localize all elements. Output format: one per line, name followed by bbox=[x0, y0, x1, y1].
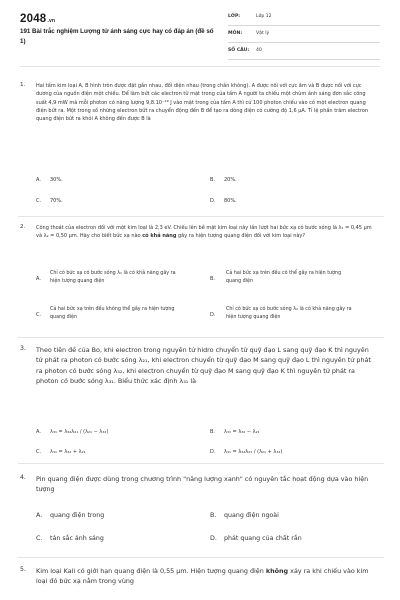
option-c[interactable]: C. λ₃₁ = λ₃₂ + λ₂₁ bbox=[36, 449, 86, 455]
meta-row-count bbox=[228, 46, 380, 60]
question-5 bbox=[20, 566, 385, 596]
emphasis-text: không bbox=[265, 567, 289, 575]
meta-value: Lớp 12 bbox=[256, 14, 272, 19]
document-title: 191 Bài trắc nghiệm Lượng tử ánh sáng cực hay có đáp án (đề số 1) bbox=[20, 28, 214, 45]
option-d[interactable]: D. 80%. bbox=[210, 198, 237, 204]
question-3 bbox=[20, 345, 385, 460]
header-divider bbox=[20, 66, 380, 67]
option-a[interactable]: A. λ₃₁ = λ₃₂λ₂₁ / (λ₂₁ − λ₃₂) bbox=[36, 429, 109, 435]
question-text: Pin quang điện được dùng trong chương trình "năng lượng xanh" có nguyên tắc hoạt động dựa vào hiện tượng bbox=[36, 475, 369, 494]
option-a[interactable]: A. 30%. bbox=[36, 177, 63, 183]
meta-value: Vật lý bbox=[256, 31, 270, 36]
meta-value: 40 bbox=[256, 48, 262, 53]
question-number: 4. bbox=[20, 474, 26, 481]
emphasis-text: có khả năng bbox=[142, 233, 177, 240]
meta-key: MÔN: bbox=[228, 31, 243, 36]
logo-suffix: .vn bbox=[47, 18, 56, 24]
option-d[interactable]: D. λ₃₁ = λ₃₂λ₂₁ / (λ₂₁ + λ₃₂) bbox=[210, 449, 283, 455]
option-b[interactable]: B. λ₃₁ = λ₃₂ − λ₂₁ bbox=[210, 429, 260, 435]
question-text: Công thoát của electron đối với một kim loại là 2,3 eV. Chiếu lên bề mặt kim loại này lần lượt hai bức xạ có bước sóng là λ₁ = 0,45 μm và λ₂ = 0,50 μm. Hãy cho biết bức xạ nào có khả năng gây ra hiện tượng quang điện đối với kim loại này? bbox=[36, 225, 372, 240]
question-number: 3. bbox=[20, 345, 26, 352]
meta-info bbox=[228, 12, 380, 63]
option-b[interactable]: B. 20%. bbox=[210, 177, 237, 183]
question-number: 2. bbox=[20, 224, 26, 230]
option-a[interactable]: A. quang điện trong bbox=[36, 512, 105, 519]
question-4 bbox=[20, 474, 385, 554]
question-1 bbox=[20, 82, 385, 222]
question-2: 2. Công thoát của electron đối với một kim loại là 2,3 eV. Chiếu lên bề mặt kim loại này lần lượt hai bức xạ có bước sóng là λ₁ = 0,45 μm và λ₂ = 0,50 μm. Hãy cho biết bức xạ nào có khả năng gây ra hiện tượng quang điện đối với kim loại này? A. Chỉ có bức xạ có bước sóng λ₁ là có khả năng gây ra hiện tượng quang điện B. Cả hai bức xạ trên đều có thể gây ra hiện tượng quang điện C. Cả hai bức xạ trên đều không thể gây ra hiện tượng quang điện D. Chỉ có bức xạ có bước sóng λ₂ là có khả năng gây ra hiện tượng quang điện bbox=[20, 224, 385, 334]
meta-key: SỐ CÂU: bbox=[228, 48, 250, 53]
question-text: Hai tấm kim loại A, B hình tròn được đặt gần nhau, đối diện nhau (trong chân không). A được nối với cực âm và B được nối với cực dương của nguồn điện một chiều. Để làm bứt các electron từ mặt trong của tấm A người ta chiếu một chùm ánh sáng đơn sắc công suất 4,9 mW mà mỗi photon có năng lượng 9,8.10⁻¹⁹ J vào mặt trong của tấm A thì cứ 100 photon chiếu vào có một electron quang điện bứt ra. Một trong số những electron bứt ra chuyển động đến B để tạo ra dòng điện có cường độ 1,6 μA. Tỉ lệ phần trăm electron quang điện bứt ra khỏi A không đến được B là bbox=[36, 83, 369, 123]
meta-row-class bbox=[228, 12, 380, 26]
site-logo[interactable] bbox=[20, 13, 55, 25]
question-divider bbox=[18, 463, 384, 464]
meta-key: LỚP: bbox=[228, 14, 241, 19]
logo-text: 2048 bbox=[20, 13, 47, 25]
page-header bbox=[0, 0, 400, 62]
question-divider bbox=[18, 337, 384, 338]
question-number: 5. bbox=[20, 566, 26, 573]
question-number: 1. bbox=[20, 82, 26, 88]
option-c[interactable]: C. tán sắc ánh sáng bbox=[36, 535, 104, 542]
question-text: Kim loại Kali có giới hạn quang điện là 0,55 μm. Hiện tượng quang điện không xảy ra khi chiếu vào kim loại đó bức xạ nằm trong vùng bbox=[36, 567, 369, 586]
option-b[interactable]: B. quang điện ngoài bbox=[210, 512, 279, 519]
meta-row-subject bbox=[228, 29, 380, 43]
option-d[interactable]: D. phát quang của chất rắn bbox=[210, 535, 302, 542]
option-c[interactable]: C. 70%. bbox=[36, 198, 63, 204]
question-text: Theo tiên đề của Bo, khi electron trong nguyên tử hidro chuyển từ quỹ đạo L sang quỹ đạo K thì nguyên tử phát ra photon có bước sóng λ₂₁, khi electron chuyển từ quỹ đạo M sang quỹ đạo L thì nguyên tử phát ra photon có bước sóng λ₃₂, khi electron chuyển từ quỹ đạo M sang quỹ đạo K thì nguyên tử phát ra photon có bước sóng λ₃₁. Biểu thức xác định λ₃₁ là bbox=[36, 346, 371, 386]
question-divider bbox=[18, 216, 384, 217]
question-divider bbox=[18, 557, 384, 558]
